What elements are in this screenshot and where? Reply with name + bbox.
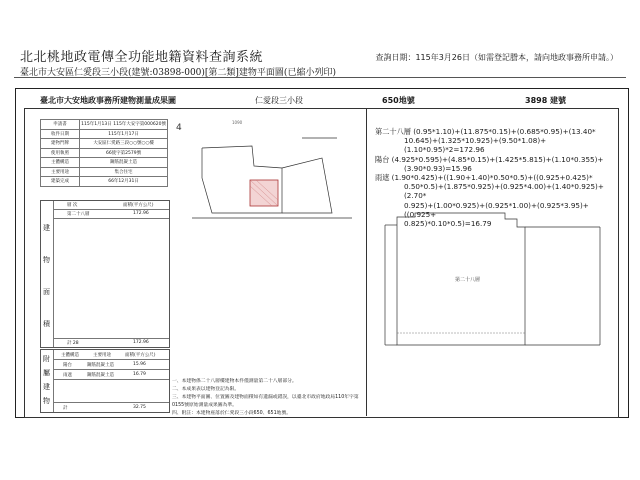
note-item: 二、本成果表以建物登記為限。 [172, 387, 240, 392]
attached-use: 陽台 [63, 363, 72, 368]
info-label: 主體構造 [41, 158, 80, 168]
attached-row [53, 360, 169, 370]
attached-struct: 鋼筋混凝土造 [87, 363, 114, 368]
vertical-char: 物 [43, 397, 50, 405]
note-item: 一、本建物係二十八層樓建物本件僅測量第二十八層部分。 [172, 379, 297, 384]
attached-total-area: 32.75 [133, 405, 146, 410]
attached-row [53, 370, 169, 380]
info-value: 115年1月17日 [80, 129, 168, 139]
formula-line: 0.925)+(1.00*0.925)+(0.925*1.00)+(0.925*3.95)+((0.925+ [404, 200, 589, 219]
floor-total-row [53, 338, 169, 347]
location-sketch [172, 118, 362, 228]
lot-number: 650地號 [382, 96, 415, 105]
office-title: 臺北市大安地政事務所建物測量成果圖 [40, 96, 176, 105]
sheet-column-divider [366, 108, 367, 416]
struct-col-header: 主體構造 [61, 353, 79, 358]
attached-building-table [40, 349, 170, 413]
vertical-char: 面 [43, 288, 50, 296]
info-value: 66使字第2579號 [80, 148, 168, 158]
floor-total-label: 計 28 [67, 341, 79, 346]
floor-total-area: 172.96 [133, 340, 149, 345]
info-value: 集合住宅 [80, 167, 168, 177]
formula-line: 陽台 (4.925*0.595)+(4.85*0.15)+(1.425*5.815)+(1.10*0.355)+ [375, 154, 604, 164]
info-value: 鋼筋混凝土造 [80, 158, 168, 168]
sheet-title-row [20, 95, 620, 105]
plan-floor-label: 第二十八層 [455, 277, 481, 283]
section-name: 仁愛段三小段 [255, 96, 303, 105]
info-value: 115年1月13日 115年大安字第000620號 [80, 120, 168, 130]
building-area-vertical-label [41, 201, 54, 347]
area-col-header: 面積(平方公尺) [123, 203, 154, 208]
formula-line: 第二十八層 (0.95*1.10)+(11.875*0.15)+(0.685*0.95)+(13.40* [375, 127, 596, 136]
info-row [41, 158, 168, 168]
floor-plan [375, 205, 615, 365]
formula-line: 0.50*0.5)+(1.875*0.925)+(0.925*4.00)+(1.40*0.925)+(2.70* [404, 182, 604, 201]
formula-line: 10.645)+(1.325*10.925)+(9.50*1.08)+(1.10*0.95)*2=172.96 [404, 136, 547, 155]
attached-total-row [53, 402, 169, 412]
info-row [41, 148, 168, 158]
building-area-table [40, 200, 170, 348]
system-title: 北北桃地政電傳全功能地籍資料查詢系統 [20, 50, 264, 65]
attached-area: 15.96 [133, 362, 146, 367]
floor-col-header: 層 次 [67, 203, 78, 208]
attached-header-row [53, 350, 169, 360]
vertical-char: 積 [43, 320, 50, 328]
info-label: 使用執照 [41, 148, 80, 158]
floor-area: 172.96 [133, 211, 149, 216]
use-col-header: 主要用途 [93, 353, 111, 358]
floor-name: 第二十八層 [67, 212, 90, 217]
query-date: 查詢日期：115年3月26日（如需登記謄本，請向地政事務所申請。） [375, 53, 618, 62]
info-value: 大安區仁愛路三段○○號○○樓 [80, 139, 168, 149]
info-row [41, 139, 168, 149]
vertical-char: 屬 [43, 369, 50, 377]
north-arrow-icon: 4 [176, 123, 182, 133]
vertical-char: 建 [43, 383, 50, 391]
info-label: 收件日期 [41, 129, 80, 139]
vertical-char: 建 [43, 224, 50, 232]
info-label: 建築完成 [41, 177, 80, 187]
formula-line: 雨遮 (1.90*0.425)+((1.90+1.40)*0.50*0.5)+((0.925+0.425)* [375, 173, 593, 183]
area-col-header: 面積(平方公尺) [125, 353, 156, 358]
info-label: 建物門牌 [41, 139, 80, 149]
info-row [41, 120, 168, 130]
info-row [41, 129, 168, 139]
neighbor-lot [282, 158, 332, 213]
vertical-char: 物 [43, 256, 50, 264]
attached-total-label: 計 [63, 406, 68, 411]
vertical-char: 附 [43, 355, 50, 363]
info-row [41, 177, 168, 187]
top-small-number: 1090 [232, 120, 243, 125]
note-item: 四、附註：本建物座落於仁愛段三小段650、651地號。 [172, 411, 292, 416]
info-label: 主要用途 [41, 167, 80, 177]
note-item: 三、本建物平面圖、位置圖及建物面積如有遺漏或錯誤，以臺北市政府地政局110年字第0155號原始測量成果圖為準。 [172, 395, 359, 408]
info-row [41, 167, 168, 177]
formula-line: (3.90*0.93)=15.96 [404, 163, 472, 173]
notes-section [172, 378, 362, 418]
attached-use: 雨遮 [63, 373, 72, 378]
info-value: 66年12月31日 [80, 177, 168, 187]
floor-row [53, 210, 169, 219]
header-divider [14, 77, 626, 78]
info-label: 申請書 [41, 120, 80, 130]
attached-struct: 鋼筋混凝土造 [87, 373, 114, 378]
formula-line: 0.825)*0.10*0.5)=16.79 [404, 219, 492, 229]
building-number: 3898 建號 [525, 96, 567, 105]
attached-area: 16.79 [133, 372, 146, 377]
floor-header-row [53, 201, 169, 210]
document-subtitle: 臺北市大安區仁愛段三小段(建號:03898-000)[第二類]建物平面圖(已縮小列印) [20, 68, 336, 78]
application-info-table [40, 119, 168, 187]
